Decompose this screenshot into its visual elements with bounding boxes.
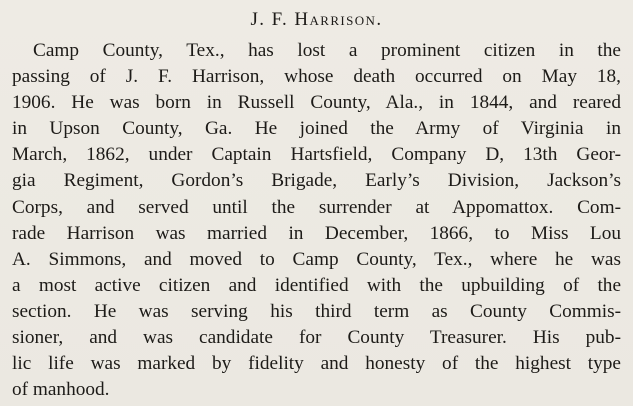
body-line-2: passing of J. F. Harrison, whose death occurred on May 18, (12, 66, 621, 88)
title-initials: J. F. (250, 9, 295, 30)
body-line-14: of manhood. (12, 379, 110, 401)
body-line-5: March, 1862, under Captain Hartsfield, Company D, 13th Geor- (12, 144, 621, 166)
title-surname: Harrison. (294, 9, 383, 30)
obituary-title (0, 9, 633, 31)
body-line-9: A. Simmons, and moved to Camp County, Tex., where he was (12, 248, 621, 270)
body-line-3: 1906. He was born in Russell County, Ala., in 1844, and reared (12, 92, 621, 114)
body-line-11: section. He was serving his third term as County Commis- (12, 300, 621, 322)
body-line-8: rade Harrison was married in December, 1866, to Miss Lou (12, 222, 621, 244)
body-line-1: Camp County, Tex., has lost a prominent citizen in the (33, 40, 621, 61)
body-line-10: a most active citizen and identified with the upbuilding of the (12, 274, 621, 296)
body-line-13: lic life was marked by fidelity and honesty of the highest type (12, 353, 621, 375)
body-line-4: in Upson County, Ga. He joined the Army of Virginia in (12, 118, 621, 140)
body-line-12: sioner, and was candidate for County Treasurer. His pub- (12, 327, 621, 349)
body-line-7: Corps, and served until the surrender at Appomattox. Com- (12, 196, 621, 218)
body-line-6: gia Regiment, Gordon’s Brigade, Early’s Division, Jackson’s (12, 170, 621, 192)
bleed-through-text (110, 0, 610, 3)
obituary-body (12, 38, 621, 403)
